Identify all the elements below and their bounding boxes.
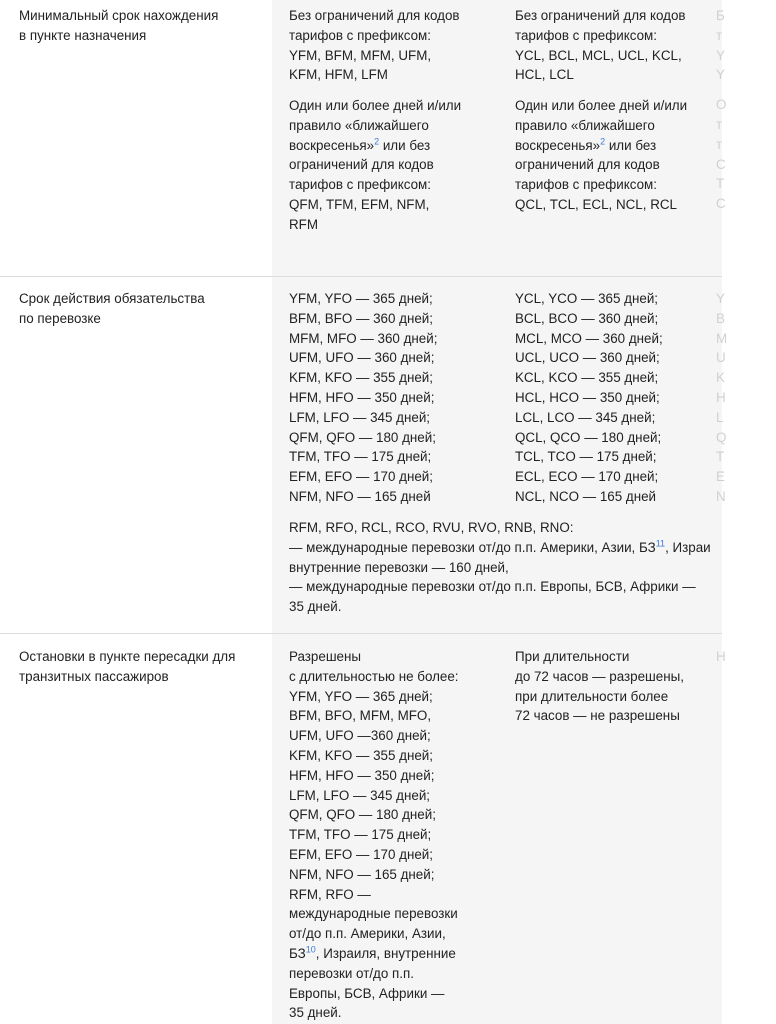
validity-col-c-clipped: Y B M U K H L Q T E N (716, 291, 728, 504)
validity-col-a: YFM, YFO — 365 дней; BFM, BFO — 360 дней; MFM, MFO — 360 дней; UFM, UFO — 360 дней; KFM, KFO — 355 дней; HFM, HFO — 350 дней; LFM, LFO — 345 дней; QFM, QFO — 180 дней; TFM, TFO — 175 дней; EFM, EFO — 170 дней; NFM, NFO — 165 дней (289, 291, 438, 504)
validity-special-note: RFM, RFO, RCL, RCO, RVU, RVO, RNB, RNO: — международные перевозки от/до п.п. Америки, Азии, БЗ$^{11}$, Израи внутренние перевозки — 160 дней, — международные перевозки от/до п.п. Европы, БСВ, Африки — 35 дней. (289, 520, 711, 615)
stopovers-col-a: Разрешены с длительностью не более: YFM, YFO — 365 дней; BFM, BFO, MFM, MFO, UFM, UFO —360 дней; KFM, KFO — 355 дней; HFM, HFO — 350 дней; LFM, LFO — 345 дней; QFM, QFO — 180 дней; TFM, TFO — 175 дней; EFM, EFO — 170 дней; NFM, NFO — 165 дней; RFM, RFO — международные перевозки от/до п.п. Америки, Азии, БЗ$^{10}$, Израиля, внутренние перевозки от/до п.п. Европы, БСВ, Африки — 35 дней. (289, 649, 459, 1021)
row-divider (0, 633, 722, 634)
row-label-stopovers: Остановки в пункте пересадки для транзитных пассажиров (19, 649, 236, 684)
footnote-2-link[interactable]: 2 (600, 136, 606, 147)
row-label-min-stay: Минимальный срок нахождения в пункте назначения (19, 8, 219, 43)
row-divider (0, 276, 722, 277)
stopovers-col-c-clipped: Н (716, 649, 726, 664)
min-stay-col-a: Без ограничений для кодов тарифов с префиксом: YFM, BFM, MFM, UFM, KFM, HFM, LFM (289, 8, 460, 83)
stopovers-col-b: При длительности до 72 часов — разрешены, при длительности более 72 часов — не разрешены (515, 649, 684, 724)
min-stay-col-a-p2: Один или более дней и/или правило «ближайшего воскресенья»$^2$ или без ограничений для кодов тарифов с префиксом: QFM, TFM, EFM, NFM, RFM (289, 98, 462, 232)
min-stay-col-b-p2: Один или более дней и/или правило «ближайшего воскресенья»$^2$ или без ограничений для кодов тарифов с префиксом: QCL, TCL, ECL, NCL, RCL (515, 98, 688, 212)
footnote-10-link[interactable]: 10 (305, 944, 316, 955)
footnote-11-link[interactable]: 11 (655, 538, 666, 549)
min-stay-col-c-clipped: Б т Y Y О т т С Т С (716, 8, 727, 212)
footnote-2-link[interactable]: 2 (374, 136, 380, 147)
row-label-validity: Срок действия обязательства по перевозке (19, 291, 205, 326)
validity-col-b: YCL, YCO — 365 дней; BCL, BCO — 360 дней; MCL, MCO — 360 дней; UCL, UCO — 360 дней; KCL, KCO — 355 дней; HCL, HCO — 350 дней; LCL, LCO — 345 дней; QCL, QCO — 180 дней; TCL, TCO — 175 дней; ECL, ECO — 170 дней; NCL, NCO — 165 дней (515, 291, 663, 504)
min-stay-col-b: Без ограничений для кодов тарифов с префиксом: YCL, BCL, MCL, UCL, KCL, HCL, LCL (515, 8, 686, 83)
